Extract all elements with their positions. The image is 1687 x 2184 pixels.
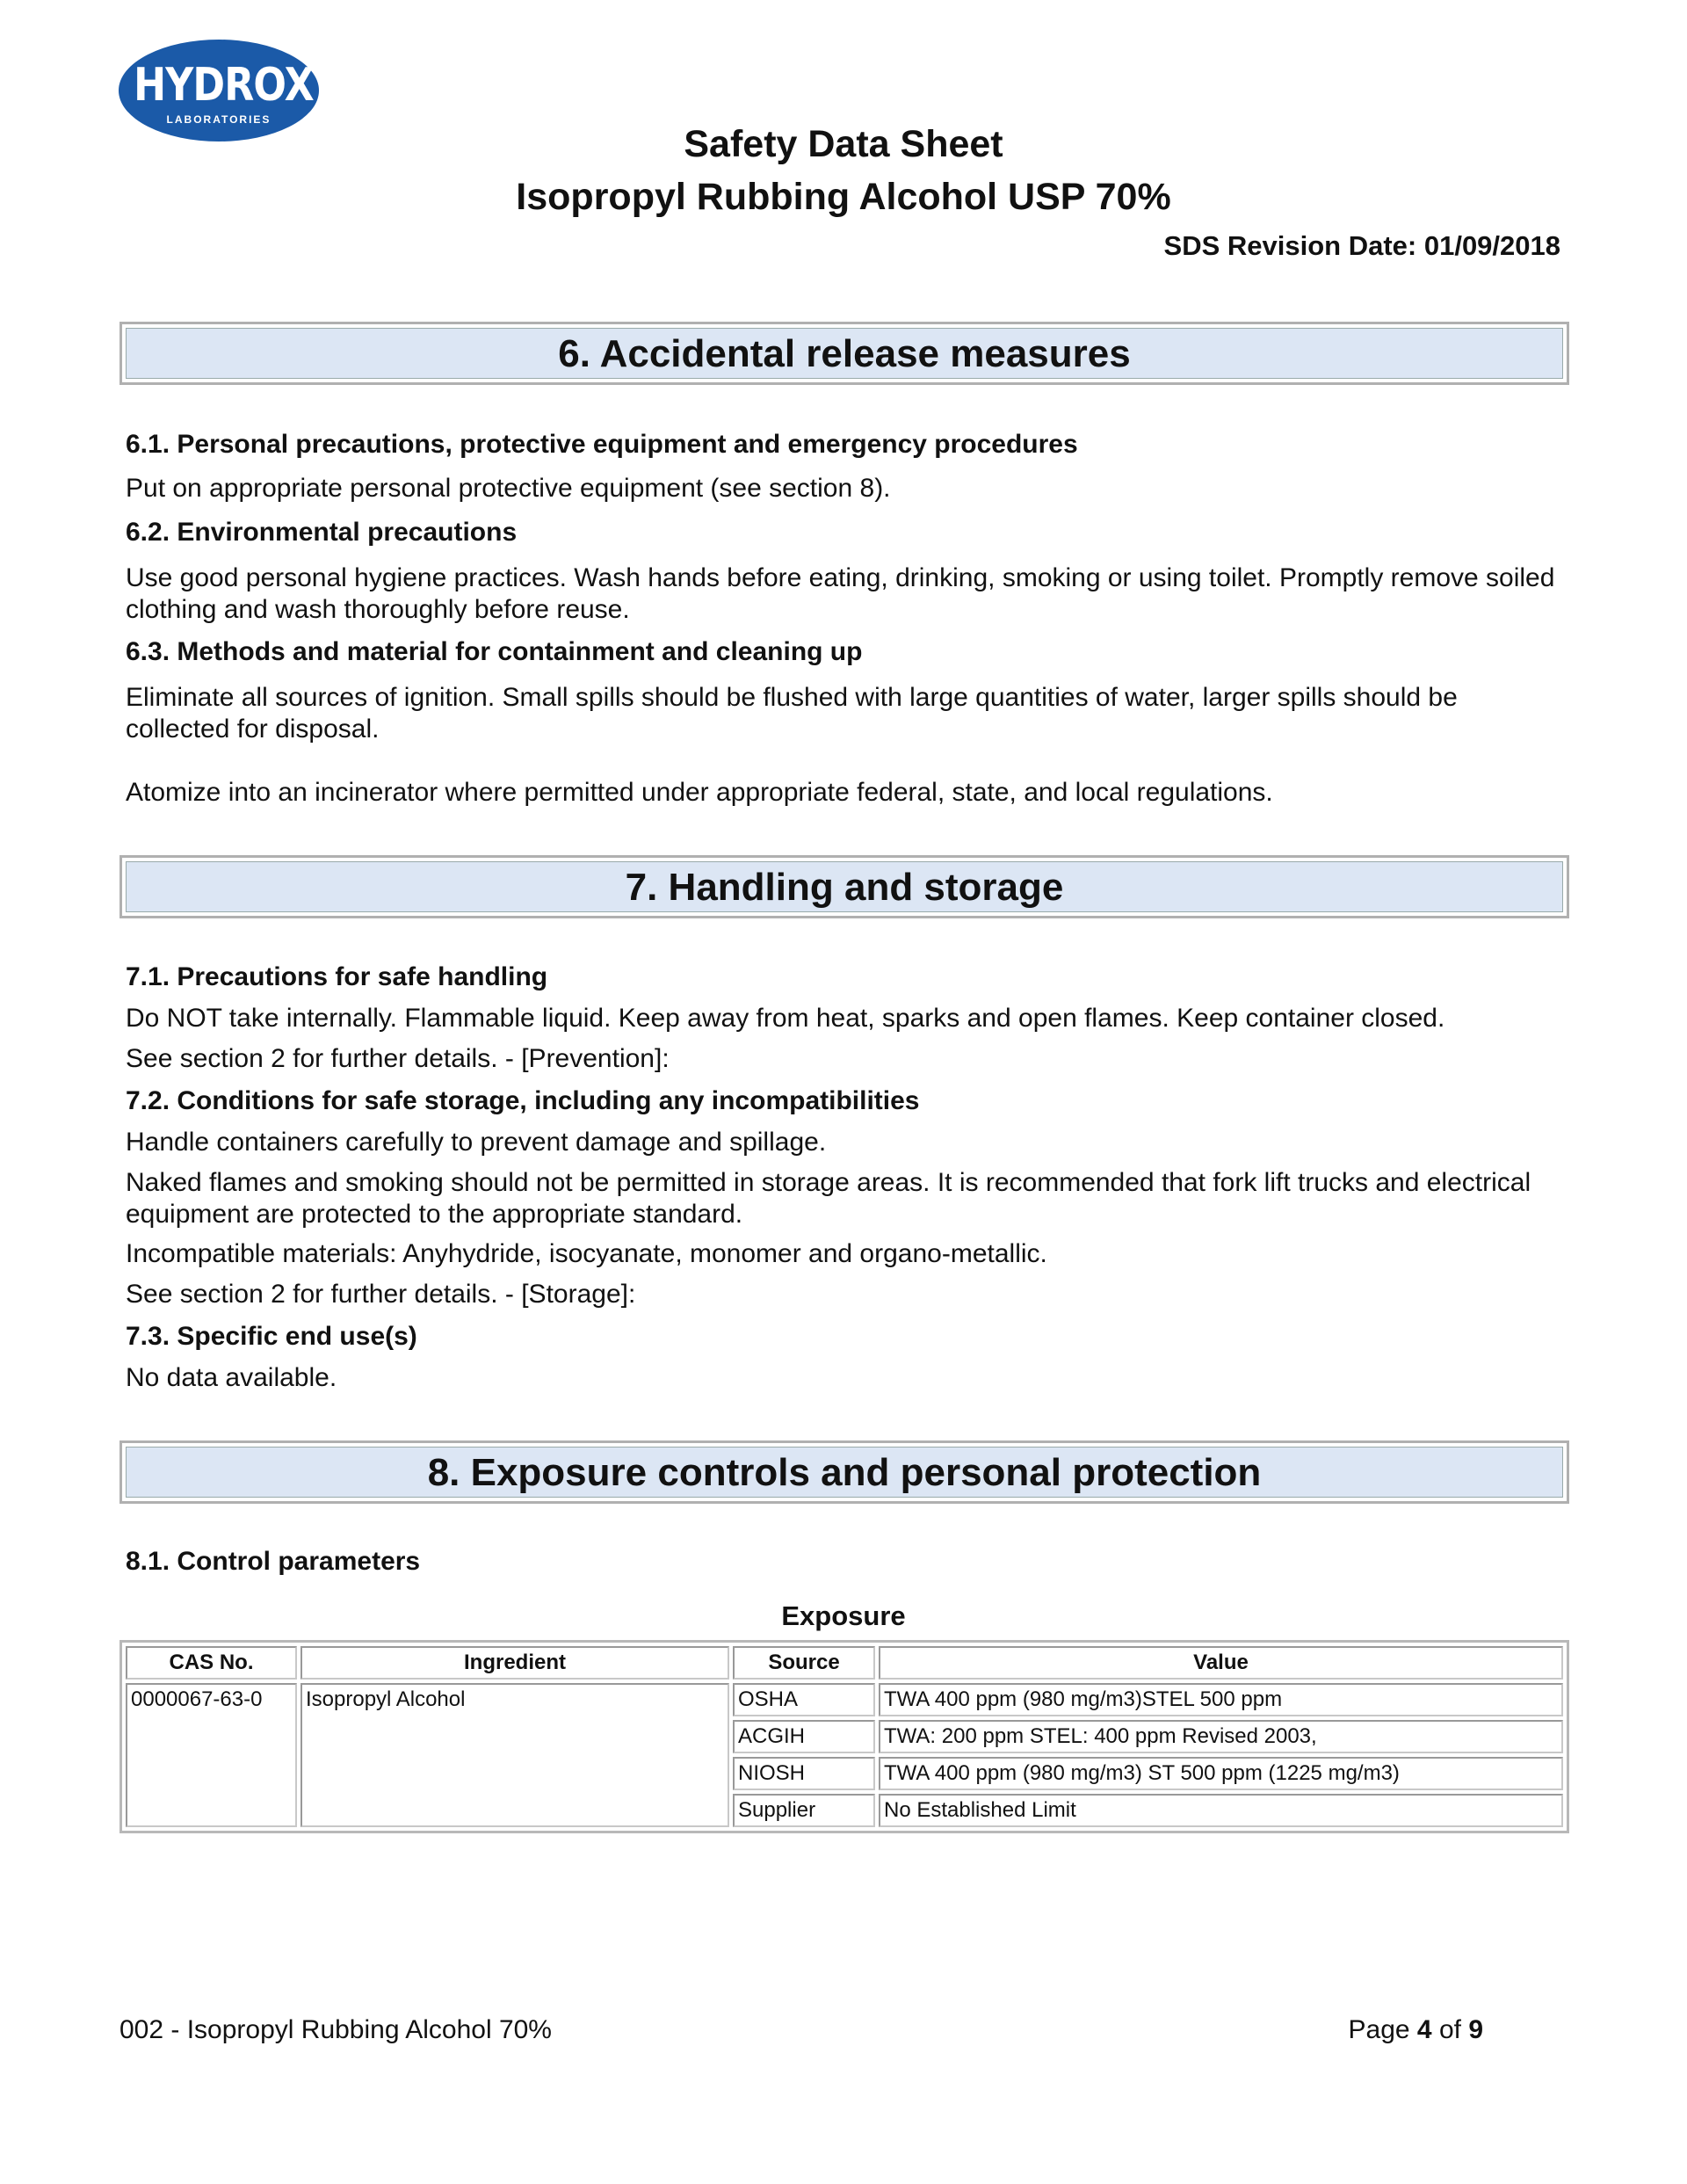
col-value: Value — [879, 1646, 1563, 1680]
current-page: 4 — [1416, 2015, 1432, 2044]
product-name: Isopropyl Rubbing Alcohol USP 70% — [516, 176, 1171, 218]
ingredient-cell: Isopropyl Alcohol — [300, 1683, 729, 1827]
table-header-row — [126, 1646, 1563, 1680]
exposure-table — [119, 1640, 1569, 1833]
subheading-8-1: 8.1. Control parameters — [126, 1547, 421, 1576]
subheading-6-3: 6.3. Methods and material for containment and cleaning up — [126, 637, 863, 666]
text-7-2c: Incompatible materials: Anyhydride, isocyanate, monomer and organo-metallic. — [126, 1239, 1047, 1268]
section-8-title: 8. Exposure controls and personal protection — [126, 1447, 1563, 1498]
document-title: Safety Data Sheet — [684, 123, 1003, 165]
value-cell: TWA 400 ppm (980 mg/m3) ST 500 ppm (1225 mg/m3) — [879, 1757, 1563, 1790]
page-of: of — [1431, 2015, 1469, 2044]
revision-date: SDS Revision Date: 01/09/2018 — [1163, 230, 1560, 261]
cas-cell: 0000067-63-0 — [126, 1683, 297, 1827]
text-6-2: Use good personal hygiene practices. Wash hands before eating, drinking, smoking or using toilet. Promptly remove soiled clothing and wash thoroughly before reuse. — [126, 563, 1555, 624]
source-cell: NIOSH — [733, 1757, 875, 1790]
source-cell: OSHA — [733, 1683, 875, 1716]
table-row — [126, 1683, 1563, 1716]
text-6-3b: Atomize into an incinerator where permitted under appropriate federal, state, and local regulations. — [126, 778, 1273, 807]
text-7-1: Do NOT take internally. Flammable liquid. Keep away from heat, sparks and open flames. Keep container closed. — [126, 1004, 1445, 1033]
page-label: Page — [1348, 2015, 1417, 2044]
subheading-6-2: 6.2. Environmental precautions — [126, 518, 518, 547]
text-7-3: No data available. — [126, 1363, 337, 1392]
text-6-1: Put on appropriate personal protective equipment (see section 8). — [126, 474, 891, 503]
section-6-header — [119, 322, 1569, 385]
section-7-title: 7. Handling and storage — [126, 861, 1563, 912]
col-cas: CAS No. — [126, 1646, 297, 1680]
value-cell: No Established Limit — [879, 1794, 1563, 1827]
logo-sub: LABORATORIES — [166, 113, 272, 126]
footer-page-number — [1349, 2015, 1483, 2045]
total-pages: 9 — [1468, 2015, 1483, 2044]
col-ingredient: Ingredient — [300, 1646, 729, 1680]
section-7-header — [119, 855, 1569, 918]
text-7-2d: See section 2 for further details. - [Storage]: — [126, 1280, 636, 1309]
text-7-2b: Naked flames and smoking should not be permitted in storage areas. It is recommended that fork lift trucks and electrical equipment are protected to the appropriate standard. — [126, 1168, 1531, 1229]
table-title: Exposure — [781, 1600, 906, 1631]
subheading-6-1: 6.1. Personal precautions, protective equipment and emergency procedures — [126, 430, 1078, 459]
text-7-2a: Handle containers carefully to prevent damage and spillage. — [126, 1128, 827, 1157]
col-source: Source — [733, 1646, 875, 1680]
footer-document-name: 002 - Isopropyl Rubbing Alcohol 70% — [119, 2015, 552, 2044]
subheading-7-2: 7.2. Conditions for safe storage, including any incompatibilities — [126, 1086, 920, 1115]
source-cell: Supplier — [733, 1794, 875, 1827]
logo-name: HYDROX — [134, 59, 314, 112]
text-7-1b: See section 2 for further details. - [Prevention]: — [126, 1044, 670, 1073]
text-6-3: Eliminate all sources of ignition. Small spills should be flushed with large quantities of water, larger spills should be collected for disposal. — [126, 683, 1458, 744]
section-8-header — [119, 1440, 1569, 1504]
subheading-7-3: 7.3. Specific end use(s) — [126, 1322, 417, 1351]
section-6-title: 6. Accidental release measures — [126, 328, 1563, 379]
source-cell: ACGIH — [733, 1720, 875, 1753]
value-cell: TWA 400 ppm (980 mg/m3)STEL 500 ppm — [879, 1683, 1563, 1716]
value-cell: TWA: 200 ppm STEL: 400 ppm Revised 2003, — [879, 1720, 1563, 1753]
subheading-7-1: 7.1. Precautions for safe handling — [126, 962, 548, 991]
